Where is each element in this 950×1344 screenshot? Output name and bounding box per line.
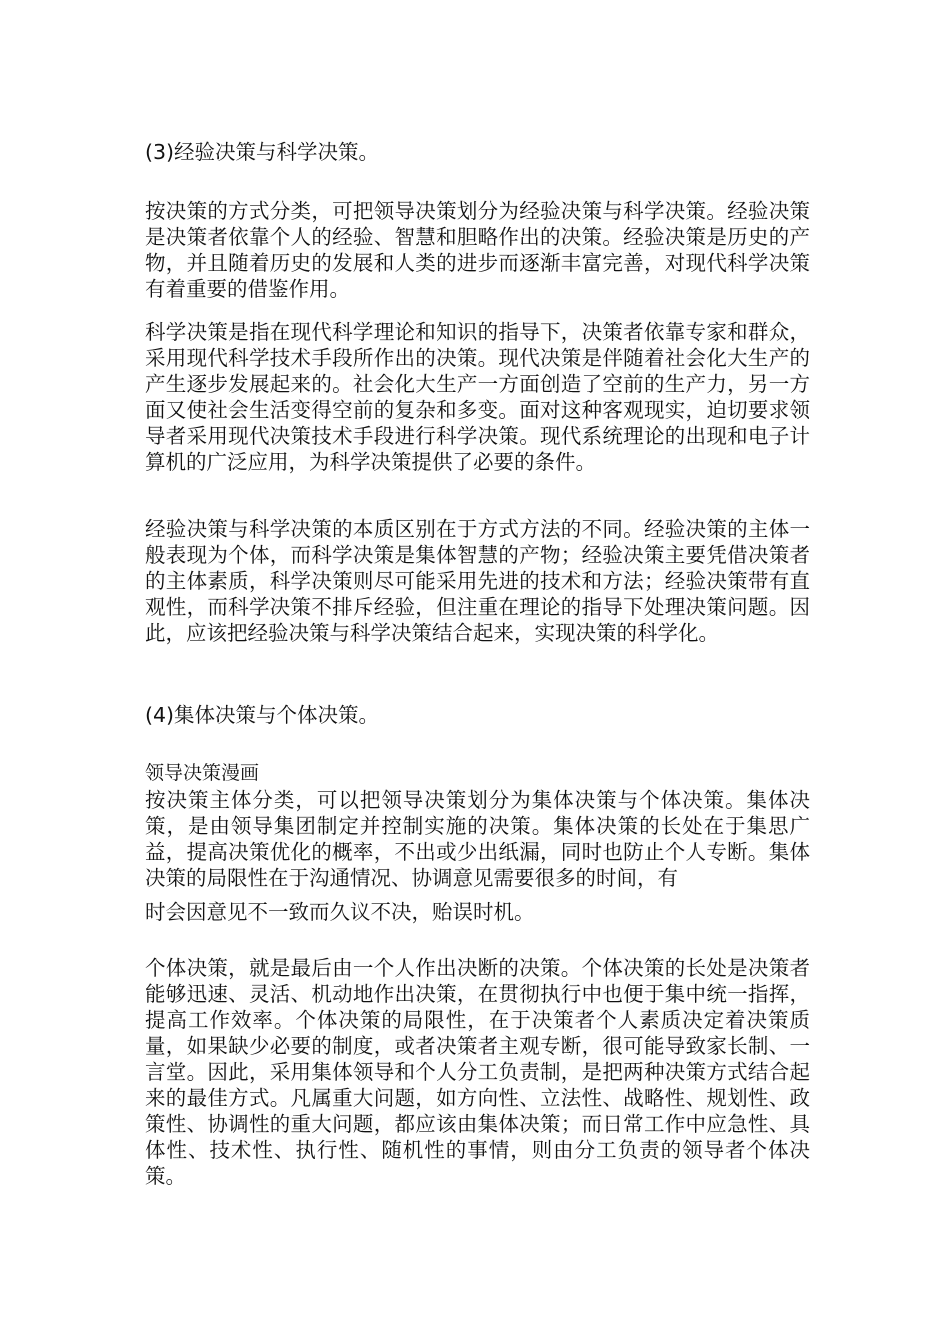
section-3-paragraph-1: 按决策的方式分类，可把领导决策划分为经验决策与科学决策。经验决策是决策者依靠个人的经验、智慧和胆略作出的决策。经验决策是历史的产物，并且随着历史的发展和人类的进步而逐渐丰富完善，对现代科学决策有着重要的借鉴作用。 [145, 199, 810, 301]
section-4-paragraph-1-continued: 时会因意见不一致而久议不决，贻误时机。 [145, 900, 535, 924]
comic-caption: 领导决策漫画 [145, 762, 260, 784]
section-3-paragraph-3: 经验决策与科学决策的本质区别在于方式方法的不同。经验决策的主体一般表现为个体，而科学决策是集体智慧的产物；经验决策主要凭借决策者的主体素质，科学决策则尽可能采用先进的技术和方法；经验决策带有直观性，而科学决策不排斥经验，但注重在理论的指导下处理决策问题。因此，应该把经验决策与科学决策结合起来，实现决策的科学化。 [145, 517, 810, 645]
section-4-heading: (4)集体决策与个体决策。 [145, 703, 380, 727]
section-4-paragraph-2: 个体决策，就是最后由一个人作出决断的决策。个体决策的长处是决策者能够迅速、灵活、机动地作出决策，在贯彻执行中也便于集中统一指挥，提高工作效率。个体决策的局限性，在于决策者个人素质决定着决策质量，如果缺少必要的制度，或者决策者主观专断，很可能导致家长制、一言堂。因此，采用集体领导和个人分工负责制，是把两种决策方式结合起来的最佳方式。凡属重大问题，如方向性、立法性、战略性、规划性、政策性、协调性的重大问题，都应该由集体决策；而日常工作中应急性、具体性、技术性、执行性、随机性的事情，则由分工负责的领导者个体决策。 [145, 956, 810, 1188]
section-3-heading: (3)经验决策与科学决策。 [145, 140, 380, 164]
section-4-paragraph-1: 按决策主体分类，可以把领导决策划分为集体决策与个体决策。集体决策，是由领导集团制定并控制实施的决策。集体决策的长处在于集思广益，提高决策优化的概率，不出或少出纸漏，同时也防止个人专断。集体决策的局限性在于沟通情况、协调意见需要很多的时间，有 [145, 788, 810, 890]
section-3-paragraph-2: 科学决策是指在现代科学理论和知识的指导下，决策者依靠专家和群众，采用现代科学技术手段所作出的决策。现代决策是伴随着社会化大生产的产生逐步发展起来的。社会化大生产一方面创造了空前的生产力，另一方面又使社会生活变得空前的复杂和多变。面对这种客观现实，迫切要求领导者采用现代决策技术手段进行科学决策。现代系统理论的出现和电子计算机的广泛应用，为科学决策提供了必要的条件。 [145, 320, 810, 474]
